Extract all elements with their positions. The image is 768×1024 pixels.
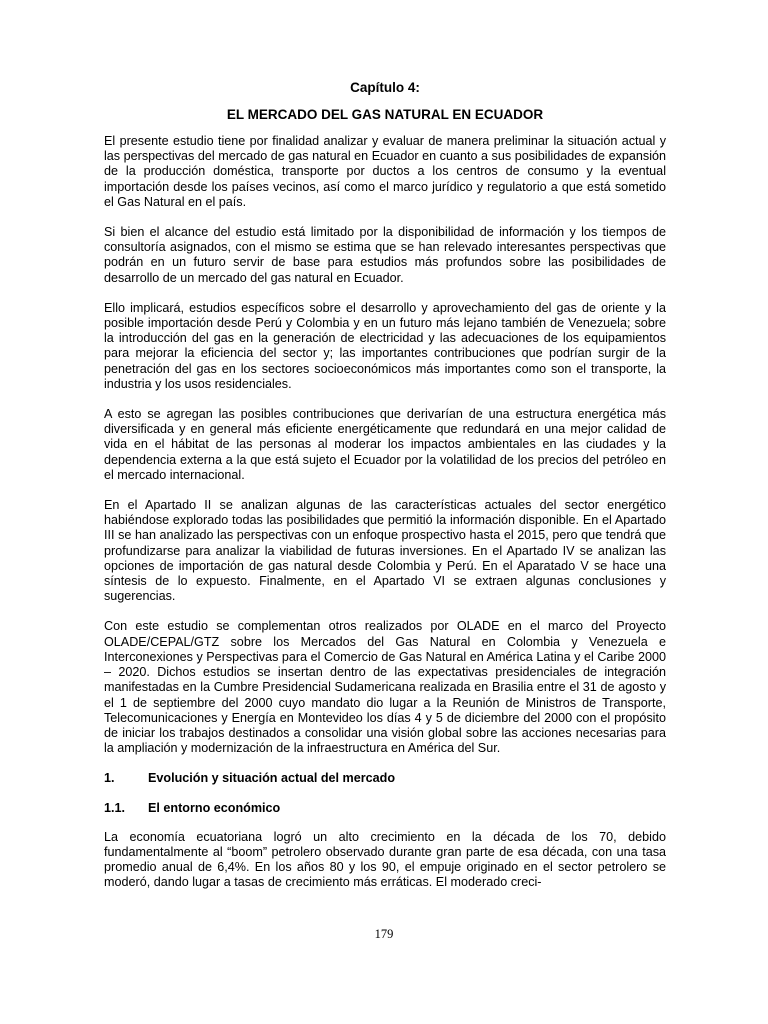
section-number: 1.1. xyxy=(104,800,126,815)
paragraph: Si bien el alcance del estudio está limitado por la disponibilidad de información y los tiempos de consultoría asignados, con el mismo se estima que se han relevado interesantes perspectivas que podrán en un futuro servir de base para estudios más profundos sobre las posibilidades de desarrollo de un mercado del gas natural en Ecuador. xyxy=(104,225,666,285)
paragraph: Ello implicará, estudios específicos sobre el desarrollo y aprovechamiento del gas de oriente y la posible importación desde Perú y Colombia y en un futuro más lejano también de Venezuela; sobre la introducción del gas en la generación de electricidad y las adecuaciones de los equipamientos para mejorar la eficiencia del sector y; las importantes contribuciones que podrían surgir de la penetración del gas en los sectores socioeconómicos más importantes como son el transporte, la industria y los usos residenciales. xyxy=(104,300,666,391)
page-content xyxy=(104,80,666,906)
paragraph: La economía ecuatoriana logró un alto crecimiento en la década de los 70, debido fundamentalmente al “boom” petrolero observado durante gran parte de esa década, con una tasa promedio anual de 6,4%. En los años 80 y los 90, el empuje originado en el sector petrolero se moderó, dando lugar a tasas de crecimiento más erráticas. El moderado creci- xyxy=(104,829,666,890)
paragraph: Con este estudio se complementan otros realizados por OLADE en el marco del Proyecto OLADE/CEPAL/GTZ sobre los Mercados del Gas Natural en Colombia y Venezuela e Interconexiones y Perspectivas para el Comercio de Gas Natural en América Latina y el Caribe 2000 – 2020. Dichos estudios se insertan dentro de las expectativas presidenciales de integración manifestadas en la Cumbre Presidencial Sudamericana realizada en Brasilia entre el 31 de agosto y el 1 de septiembre del 2000 cuyo mandato dio lugar a la Reunión de Ministros de Transporte, Telecomunicaciones y Energía en Montevideo los días 4 y 5 de diciembre del 2000 con el propósito de iniciar los trabajos destinados a consolidar una visión global sobre las acciones necesarias para la ampliación y modernización de la infraestructura en América del Sur. xyxy=(104,619,666,756)
section-number: 1. xyxy=(104,771,115,786)
chapter-title: EL MERCADO DEL GAS NATURAL EN ECUADOR xyxy=(226,107,544,122)
section-heading-1 xyxy=(104,771,666,786)
section-title: El entorno económico xyxy=(148,800,281,815)
paragraph: El presente estudio tiene por finalidad analizar y evaluar de manera preliminar la situación actual y las perspectivas del mercado de gas natural en Ecuador en cuanto a sus posibilidades de expansión de la producción doméstica, transporte por ductos a los centros de consumo y la eventual importación desde los países vecinos, así como el marco jurídico y regulatorio a que está sometido el Gas Natural en el país. xyxy=(104,134,666,209)
page-number: 179 xyxy=(374,927,394,941)
chapter-label: Capítulo 4: xyxy=(350,80,420,95)
paragraph: A esto se agregan las posibles contribuciones que derivarían de una estructura energética más diversificada y en general más eficiente energéticamente que redundará en una mejor calidad de vida en el hábitat de las personas al moderar los impactos ambientales en las ciudades y la dependencia externa a la que está sujeto el Ecuador por la volatilidad de los precios del petróleo en el mercado internacional. xyxy=(104,407,666,482)
section-title: Evolución y situación actual del mercado xyxy=(148,771,396,786)
paragraph: En el Apartado II se analizan algunas de las características actuales del sector energético habiéndose explorado todas las posibilidades que permitió la información disponible. En el Apartado III se han analizado las perspectivas con un enfoque prospectivo hasta el 2015, pero que tendrá que profundizarse para analizar la viabilidad de futuras inversiones. En el Apartado IV se analizan las opciones de importación de gas natural desde Colombia y Perú. En el Aparatado V se hace una síntesis de lo expuesto. Finalmente, en el Apartado VI se extraen algunas conclusiones y sugerencias. xyxy=(104,498,666,604)
section-heading-1-1 xyxy=(104,801,666,816)
